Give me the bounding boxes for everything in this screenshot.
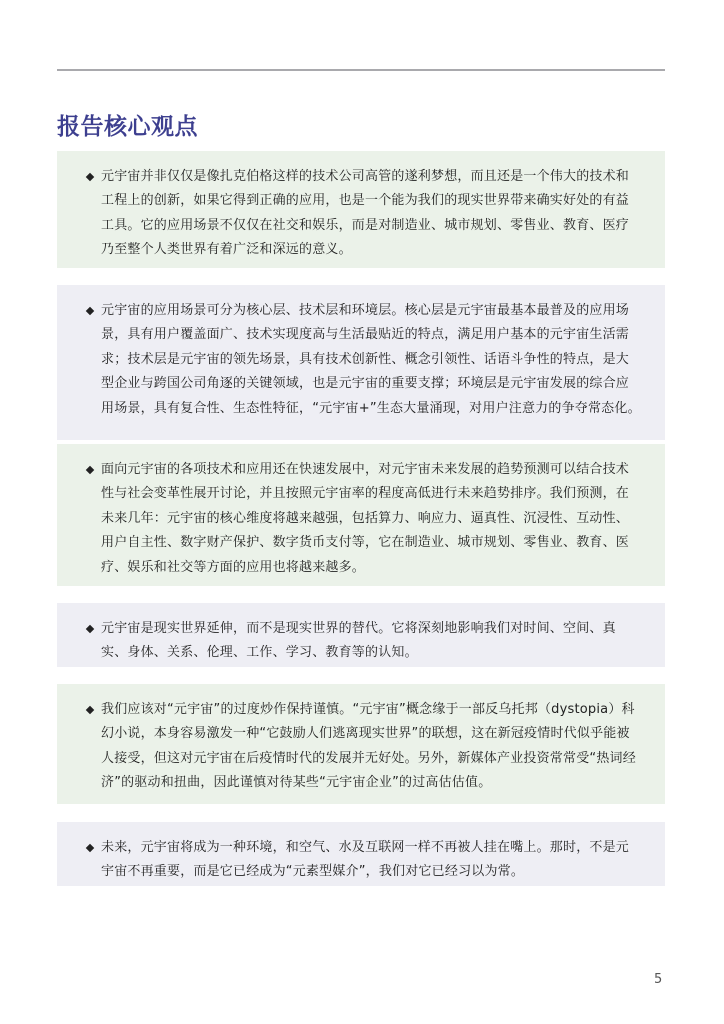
page-title: 报告核心观点 (57, 114, 198, 140)
key-point-text: 元宇宙的应用场景可分为核心层、技术层和环境层。核心层是元宇宙最基本最普及的应用场景，具有用户覆盖面广、技术实现度高与生活最贴近的特点，满足用户基本的元宇宙生活需求；技术层是元宇宙的领先场景，具有技术创新性、概念引领性、话语斗争性的特点，是大型企业与跨国公司角逐的关键领域，也是元宇宙的重要支撑；环境层是元宇宙发展的综合应用场景，具有复合性、生态性特征，“元宇宙+”生态大量涌现，对用户注意力的争夺常态化。 (101, 303, 641, 416)
diamond-bullet-icon (86, 706, 94, 714)
key-point-box (57, 603, 665, 667)
key-point-box (57, 151, 665, 268)
header-divider (57, 69, 665, 71)
diamond-bullet-icon (86, 466, 94, 474)
key-point-text: 面向元宇宙的各项技术和应用还在快速发展中，对元宇宙未来发展的趋势预测可以结合技术性与社会变革性展开讨论，并且按照元宇宙率的程度高低进行未来趋势排序。我们预测，在未来几年：元宇宙的核心维度将越来越强，包括算力、响应力、逼真性、沉浸性、互动性、用户自主性、数字财产保护、数字货币支付等，它在制造业、城市规划、零售业、教育、医疗、娱乐和社交等方面的应用也将越来越多。 (101, 462, 630, 575)
diamond-bullet-icon (86, 625, 94, 633)
key-point-text: 未来，元宇宙将成为一种环境，和空气、水及互联网一样不再被人挂在嘴上。那时，不是元宇宙不再重要，而是它已经成为“元素型媒介”，我们对它已经习以为常。 (101, 840, 630, 880)
page-number: 5 (654, 972, 663, 987)
key-point-box (57, 822, 665, 886)
diamond-bullet-icon (86, 844, 94, 852)
key-point-box (57, 444, 665, 586)
diamond-bullet-icon (86, 173, 94, 181)
key-point-box (57, 684, 665, 804)
diamond-bullet-icon (86, 307, 94, 315)
key-point-text: 我们应该对“元宇宙”的过度炒作保持谨慎。“元宇宙”概念缘于一部反乌托邦（dystopia）科幻小说，本身容易激发一种“它鼓励人们逃离现实世界”的联想，这在新冠疫情时代似乎能被人接受，但这对元宇宙在后疫情时代的发展并无好处。另外，新媒体产业投资常常受“热词经济”的驱动和扭曲，因此谨慎对待某些“元宇宙企业”的过高估估值。 (101, 702, 636, 791)
key-point-text: 元宇宙并非仅仅是像扎克伯格这样的技术公司高管的遂利梦想，而且还是一个伟大的技术和工程上的创新，如果它得到正确的应用，也是一个能为我们的现实世界带来确实好处的有益工具。它的应用场景不仅仅在社交和娱乐，而是对制造业、城市规划、零售业、教育、医疗乃至整个人类世界有着广泛和深远的意义。 (101, 169, 630, 258)
key-point-text: 元宇宙是现实世界延伸，而不是现实世界的替代。它将深刻地影响我们对时间、空间、真实、身体、关系、伦理、工作、学习、教育等的认知。 (101, 621, 616, 661)
key-point-box (57, 285, 665, 440)
